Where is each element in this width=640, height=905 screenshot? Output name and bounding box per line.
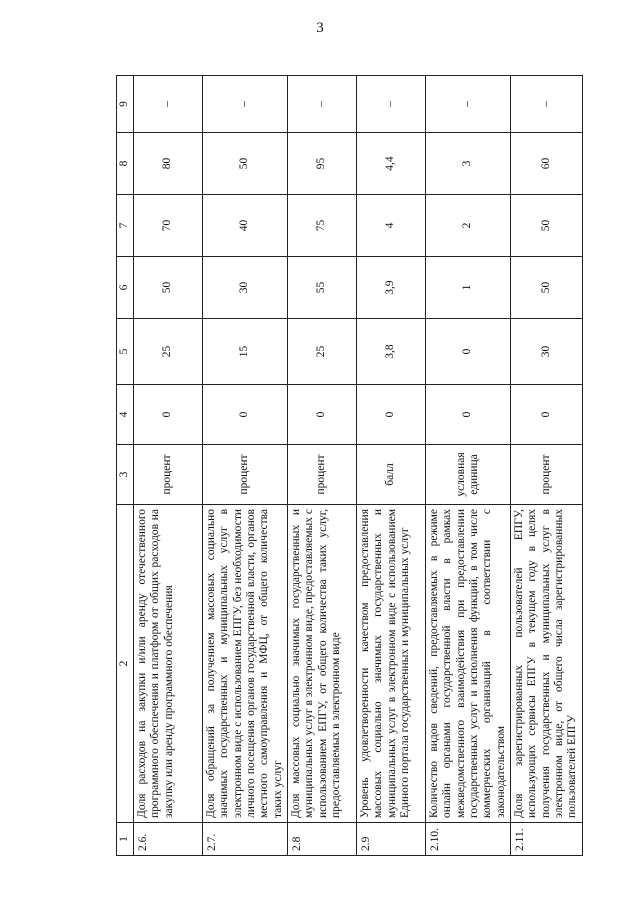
value-cell: 95: [287, 133, 356, 195]
row-number: 2.7.: [203, 823, 288, 856]
value-cell: –: [287, 76, 356, 133]
unit-cell: условная единица: [425, 445, 510, 505]
value-cell: 15: [203, 319, 288, 385]
table-row: [425, 76, 510, 856]
column-header: 3: [117, 445, 134, 505]
value-cell: 25: [134, 319, 203, 385]
unit-cell: процент: [287, 445, 356, 505]
column-header: 4: [117, 385, 134, 445]
value-cell: –: [134, 76, 203, 133]
value-cell: 55: [287, 257, 356, 319]
column-header: 5: [117, 319, 134, 385]
column-header: 2: [117, 505, 134, 823]
value-cell: –: [203, 76, 288, 133]
row-number: 2.9: [356, 823, 425, 856]
indicator-description: Количество видов сведений, предоставляемых в режиме онлайн органами государственной власти в рамках межведомственного взаимодействия при предоставлении государственных услуг и исполнения функций, в том числе коммерческих организаций в соответствии с законодательством: [425, 505, 510, 823]
indicator-description: Доля зарегистрированных пользователей ЕПГУ, использующих сервисы ЕПГУ в текущем году в целях получения государственных и муниципальных услуг в электронном виде, от общего числа зарегистрированных пользователей ЕПГУ: [510, 505, 582, 823]
value-cell: 0: [356, 385, 425, 445]
value-cell: 50: [203, 133, 288, 195]
unit-cell: процент: [134, 445, 203, 505]
value-cell: 30: [510, 319, 582, 385]
table-row: [510, 76, 582, 856]
value-cell: 0: [287, 385, 356, 445]
column-header: 8: [117, 133, 134, 195]
unit-cell: процент: [203, 445, 288, 505]
unit-cell: процент: [510, 445, 582, 505]
row-number: 2.6.: [134, 823, 203, 856]
value-cell: 25: [287, 319, 356, 385]
value-cell: 75: [287, 195, 356, 257]
value-cell: 3: [425, 133, 510, 195]
indicators-table: [116, 75, 583, 856]
header-row: [117, 76, 134, 856]
value-cell: –: [425, 76, 510, 133]
value-cell: 50: [510, 257, 582, 319]
row-number: 2.10.: [425, 823, 510, 856]
unit-cell: балл: [356, 445, 425, 505]
value-cell: 50: [510, 195, 582, 257]
value-cell: 4,4: [356, 133, 425, 195]
value-cell: 60: [510, 133, 582, 195]
value-cell: 40: [203, 195, 288, 257]
row-number: 2.8: [287, 823, 356, 856]
value-cell: 80: [134, 133, 203, 195]
page-number: 3: [316, 20, 324, 36]
table-row: [134, 76, 203, 856]
value-cell: 3,9: [356, 257, 425, 319]
row-number: 2.11.: [510, 823, 582, 856]
value-cell: 30: [203, 257, 288, 319]
value-cell: 0: [134, 385, 203, 445]
value-cell: 4: [356, 195, 425, 257]
value-cell: 2: [425, 195, 510, 257]
value-cell: 0: [425, 319, 510, 385]
table-row: [203, 76, 288, 856]
indicator-description: Доля массовых социально значимых государственных и муниципальных услуг в электронном виде, предоставляемых с использованием ЕПГУ, от общего количества таких услуг, предоставляемых в электронном виде: [287, 505, 356, 823]
column-header: 7: [117, 195, 134, 257]
indicator-description: Доля обращений за получением массовых социально значимых государственных и муниципальных услуг в электронном виде с использованием ЕПГУ, без необходимости личного посещения органов государственной власти, органов местного самоуправления и МФЦ, от общего количества таких услуг: [203, 505, 288, 823]
rotated-table-container: [116, 76, 579, 856]
table-row: [356, 76, 425, 856]
value-cell: 3,8: [356, 319, 425, 385]
value-cell: –: [510, 76, 582, 133]
indicator-description: Уровень удовлетворенности качеством предоставления массовых социально значимых государственных и муниципальных услуг в электронном виде с использованием Единого портала государственных и муниципальных услуг: [356, 505, 425, 823]
indicator-description: Доля расходов на закупки и/или аренду отечественного программного обеспечения и платформ от общих расходов на закупку или аренду программного обеспечения: [134, 505, 203, 823]
value-cell: 70: [134, 195, 203, 257]
column-header: 1: [117, 823, 134, 856]
column-header: 9: [117, 76, 134, 133]
value-cell: 50: [134, 257, 203, 319]
column-header: 6: [117, 257, 134, 319]
value-cell: 0: [510, 385, 582, 445]
value-cell: –: [356, 76, 425, 133]
value-cell: 1: [425, 257, 510, 319]
value-cell: 0: [203, 385, 288, 445]
table-row: [287, 76, 356, 856]
value-cell: 0: [425, 385, 510, 445]
